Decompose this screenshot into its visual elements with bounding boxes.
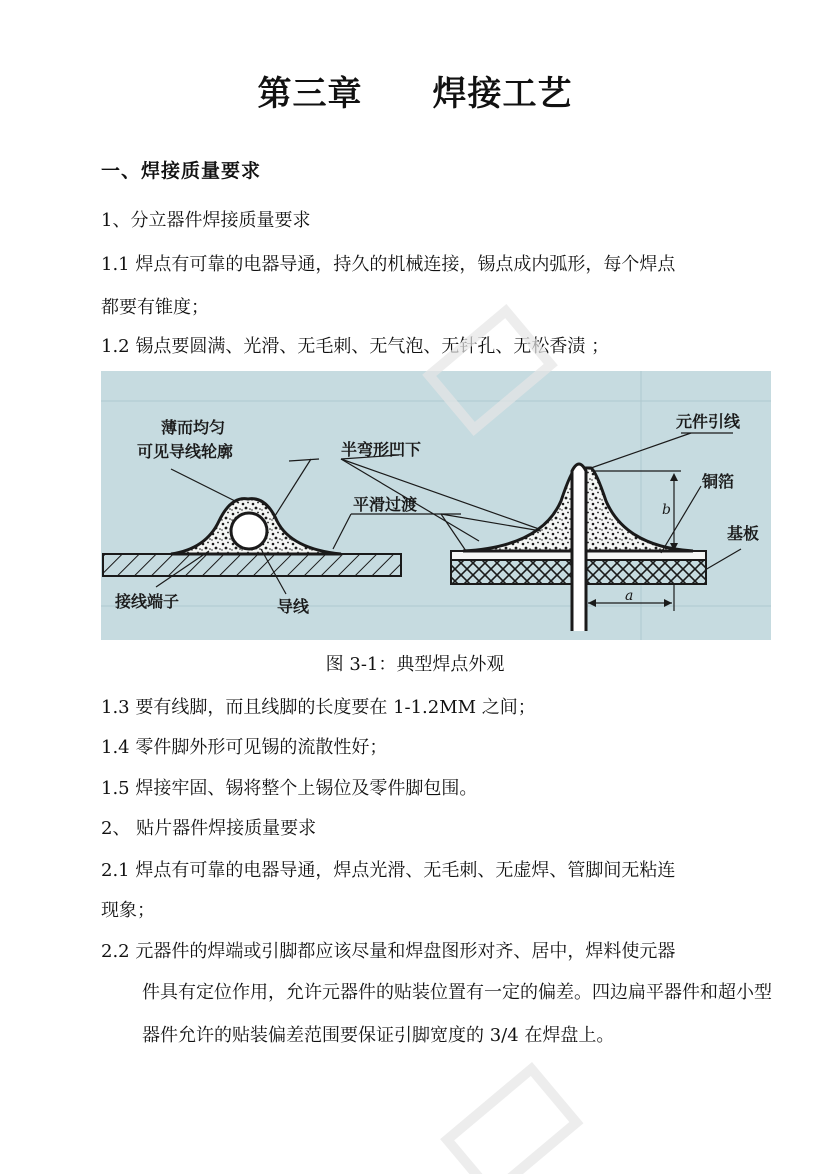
- label-terminal: 接线端子: [115, 592, 180, 611]
- paragraph-2-1-line1: 2.1 焊点有可靠的电器导通，焊点光滑、无毛刺、无虚焊、管脚间无粘连: [101, 860, 676, 881]
- chapter-name: 焊接工艺: [432, 74, 573, 114]
- chapter-title: [0, 66, 830, 115]
- dimension-b: b: [662, 502, 671, 518]
- paragraph-2-2-line1: 2.2 元器件的焊端或引脚都应该尽量和焊盘图形对齐、居中，焊料使元器: [101, 941, 676, 962]
- label-smooth-transition: 平滑过渡: [353, 495, 418, 514]
- label-wire: 导线: [277, 597, 310, 616]
- label-substrate: 基板: [727, 524, 760, 543]
- paragraph-2-2-continued: 件具有定位作用，允许元器件的贴装位置有一定的偏差。四边扁平器件和超小型器件允许的贴装偏差范围要保证引脚宽度的 3/4 在焊盘上。: [142, 982, 772, 1046]
- solder-joint-diagram: [101, 371, 771, 640]
- paragraph-1-4: 1.4 零件脚外形可见锡的流散性好；: [101, 737, 388, 758]
- paragraph-1-5: 1.5 焊接牢固、锡将整个上锡位及零件脚包围。: [101, 778, 478, 799]
- subsection-2-heading: 2、 贴片器件焊接质量要求: [101, 818, 317, 839]
- paragraph-1-1-line2: 都要有锥度；: [101, 297, 209, 318]
- label-visible-outline: 可见导线轮廓: [137, 442, 234, 461]
- label-half-curve: 半弯形凹下: [341, 440, 422, 459]
- watermark-stamp-bottom: [440, 1060, 590, 1174]
- paragraph-1-2: 1.2 锡点要圆满、光滑、无毛刺、无气泡、无针孔、无松香渍 ；: [101, 336, 610, 357]
- paragraph-1-1-line1: 1.1 焊点有可靠的电器导通，持久的机械连接，锡点成内弧形，每个焊点: [101, 254, 676, 275]
- subsection-1-heading: 1、分立器件焊接质量要求: [101, 210, 311, 231]
- figure-caption: 图 3-1：典型焊点外观: [325, 654, 505, 675]
- label-thin-uniform: 薄而均匀: [161, 418, 226, 437]
- section-heading: 一、焊接质量要求: [101, 160, 262, 182]
- chapter-number: 第三章: [257, 74, 363, 114]
- paragraph-1-3: 1.3 要有线脚，而且线脚的长度要在 1-1.2MM 之间；: [101, 697, 536, 718]
- label-component-lead: 元件引线: [676, 412, 741, 431]
- paragraph-2-1-line2: 现象；: [101, 900, 155, 921]
- component-lead: [572, 464, 586, 631]
- dimension-a: a: [625, 588, 634, 604]
- label-copper-foil: 铜箔: [702, 472, 735, 491]
- wire-cross-section: [231, 513, 267, 549]
- left-terminal-base: [103, 554, 401, 576]
- solder-joint-figure: [101, 371, 771, 640]
